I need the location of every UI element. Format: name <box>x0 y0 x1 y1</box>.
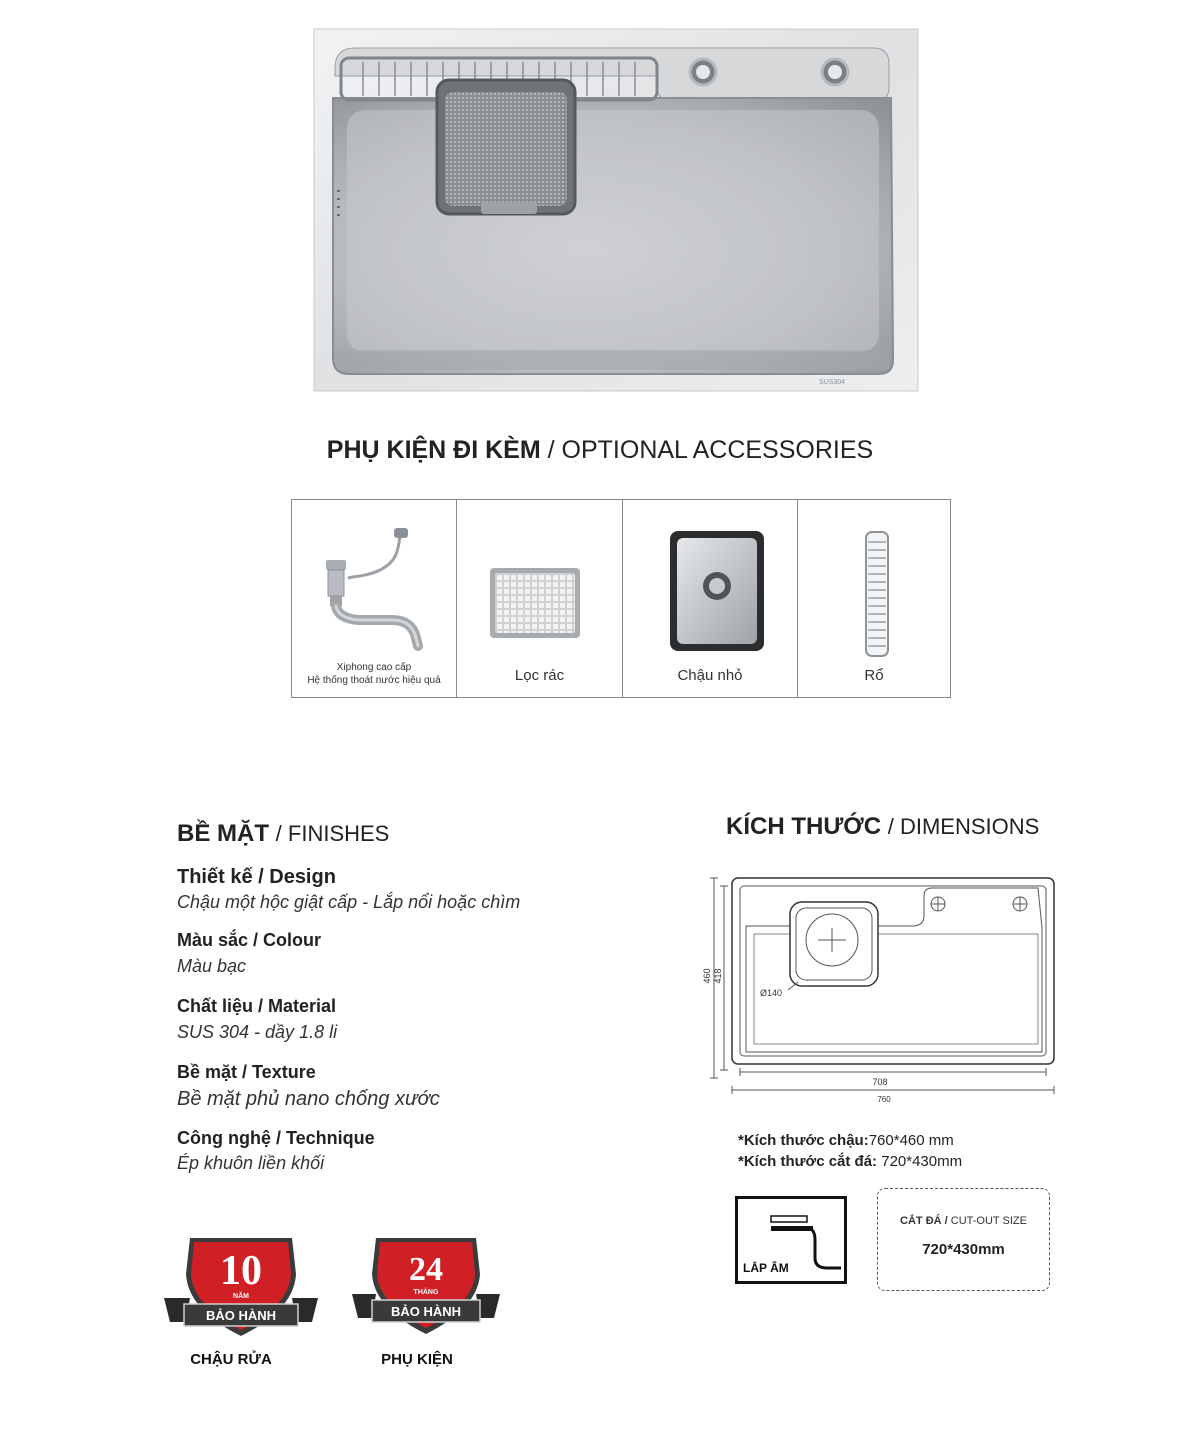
rack-image <box>862 530 892 658</box>
warranty-badge-accessories <box>350 1232 502 1340</box>
cutout-value: 720*430mm <box>922 1241 1005 1258</box>
accessories-title-en: OPTIONAL ACCESSORIES <box>561 436 874 464</box>
siphon-image <box>312 522 432 652</box>
spec-label-technique: Công nghệ / Technique <box>177 1128 375 1148</box>
dim-drain: Ø140 <box>760 988 783 998</box>
strainer-image <box>489 567 581 639</box>
strainer-caption: Lọc rác <box>514 667 565 684</box>
dim-width-inner: 708 <box>872 1077 888 1087</box>
dimensions-title-en: / DIMENSIONS <box>887 814 1040 839</box>
dim-height-inner: 418 <box>713 968 723 984</box>
rack-caption: Rổ <box>864 667 884 684</box>
spec-label-material: Chất liệu / Material <box>177 996 337 1016</box>
dimension-drawing <box>698 872 1060 1106</box>
finishes-title <box>177 820 389 848</box>
finishes-title-vn: BỀ MẶT <box>177 820 269 847</box>
cutout-size-note <box>738 1153 962 1170</box>
dimensions-title-vn: KÍCH THƯỚC <box>726 813 882 840</box>
siphon-caption-2: Hệ thống thoát nước hiệu quả <box>307 675 441 686</box>
spec-label-texture: Bề mặt / Texture <box>177 1062 316 1082</box>
sink-size-note <box>738 1132 954 1149</box>
dimensions-title <box>726 813 1039 841</box>
accessories-title <box>0 436 1200 465</box>
sink-product-image <box>313 28 919 392</box>
finishes-title-en: / FINISHES <box>275 821 390 846</box>
warranty-acc-caption: PHỤ KIỆN <box>381 1351 453 1368</box>
hero-stamp: SUS304 <box>819 379 846 386</box>
spec-value-technique: Ép khuôn liền khối <box>177 1153 325 1173</box>
spec-label-design: Thiết kế / Design <box>177 866 336 888</box>
warranty-acc-ribbon: BẢO HÀNH <box>390 1304 462 1319</box>
sink-size-label: *Kích thước chậu: <box>738 1132 869 1149</box>
spec-value-colour: Màu bạc <box>177 956 247 976</box>
warranty-sink-unit: NĂM <box>233 1293 249 1300</box>
install-label: LẮP ÂM <box>743 1261 789 1275</box>
spec-label-colour: Màu sắc / Colour <box>177 930 322 950</box>
cutout-size-value: 720*430mm <box>877 1153 963 1170</box>
cutout-size-label: *Kích thước cắt đá: <box>738 1153 878 1170</box>
warranty-acc-number: 24 <box>409 1251 443 1288</box>
warranty-sink-ribbon: BẢO HÀNH <box>205 1308 277 1323</box>
cutout-title-vn: CẮT ĐÁ / <box>900 1215 948 1227</box>
sink-size-value: 760*460 mm <box>868 1132 954 1149</box>
accessory-strainer <box>457 500 623 697</box>
spec-value-texture: Bề mặt phủ nano chống xước <box>177 1088 440 1110</box>
dim-height-outer: 460 <box>702 968 712 984</box>
warranty-sink-number: 10 <box>220 1248 262 1294</box>
warranty-badge-sink <box>162 1232 320 1342</box>
spec-value-material: SUS 304 - dầy 1.8 li <box>177 1022 338 1042</box>
small-basin-image <box>669 530 765 652</box>
accessories-title-vn: PHỤ KIỆN ĐI KÈM <box>326 436 541 464</box>
siphon-caption-1: Xiphong cao cấp <box>336 662 412 673</box>
small-basin-caption: Chậu nhỏ <box>677 667 743 684</box>
accessory-siphon <box>292 500 457 697</box>
undermount-install-icon <box>735 1196 847 1284</box>
accessory-small-basin <box>623 500 798 697</box>
spec-value-design: Chậu một hộc giật cấp - Lắp nổi hoặc chìm <box>177 892 521 912</box>
cutout-title-en: CUT-OUT SIZE <box>947 1215 1027 1227</box>
dim-width-outer: 760 <box>877 1095 891 1104</box>
accessories-title-sep: / <box>540 436 562 464</box>
cutout-size-box <box>877 1188 1050 1291</box>
warranty-acc-unit: THÁNG <box>413 1289 439 1296</box>
accessory-rack <box>798 500 950 697</box>
accessories-table <box>291 499 951 698</box>
warranty-sink-caption: CHẬU RỬA <box>190 1351 272 1368</box>
